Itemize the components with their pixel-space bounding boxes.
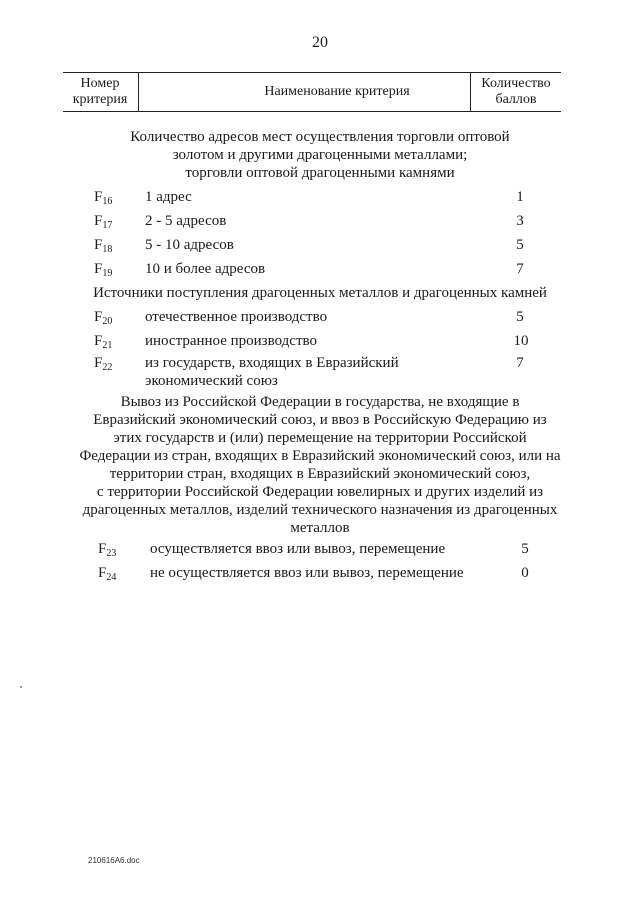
criterion-score: 5 (516, 309, 524, 325)
criterion-score: 3 (516, 213, 524, 229)
section-title-export-import (60, 393, 580, 537)
criterion-score: 5 (521, 541, 529, 557)
header-score: Количество баллов (470, 73, 561, 111)
criterion-code: $F_{20}$ (94, 309, 113, 327)
criterion-score: 7 (516, 261, 524, 277)
page-number: 20 (312, 34, 328, 51)
criterion-name-line: экономический союз (145, 373, 278, 389)
table-header (63, 72, 561, 112)
criterion-name: 1 адрес (145, 189, 192, 205)
criterion-score: 1 (516, 189, 524, 205)
footer-filename: 210616A6.doc (88, 856, 140, 865)
section-title-sources (60, 284, 580, 302)
criterion-score: 7 (516, 355, 524, 371)
section-title-line: с территории Российской Федерации ювелирных и других изделий из (96, 484, 544, 500)
criterion-code: $F_{18}$ (94, 237, 113, 255)
criterion-score: 5 (516, 237, 524, 253)
criterion-code: $F_{23}$ (98, 541, 117, 559)
criterion-name-line: из государств, входящих в Евразийский (145, 355, 399, 371)
criterion-name: 5 - 10 адресов (145, 237, 234, 253)
criterion-name: 10 и более адресов (145, 261, 266, 277)
section-title-line: этих государств и (или) перемещение на территории Российской (113, 430, 527, 446)
criterion-name (145, 354, 445, 390)
criterion-code: $F_{22}$ (94, 355, 113, 373)
section-title-line: Количество адресов мест осуществления торговли оптовой (130, 129, 510, 145)
section-title-line: Федерации из стран, входящих в Евразийский экономический союз, или на (79, 448, 561, 464)
criterion-name: отечественное производство (145, 309, 328, 325)
section-title-line: драгоценных металлов, изделий технического назначения из драгоценных (82, 502, 558, 518)
section-title-line: золотом и другими драгоценными металлами; (172, 147, 468, 163)
section-title-line: Вывоз из Российской Федерации в государства, не входящие в (120, 394, 520, 410)
section-title-line: Источники поступления драгоценных металлов и драгоценных камней (93, 285, 547, 301)
section-title-addresses (70, 128, 570, 182)
criterion-code: $F_{17}$ (94, 213, 113, 231)
scan-speck (20, 686, 22, 688)
section-title-line: территории стран, входящих в Евразийский экономический союз, (109, 466, 531, 482)
header-criterion-number: Номер критерия (72, 76, 128, 107)
section-title-line: торговли оптовой драгоценными камнями (185, 165, 455, 181)
criterion-code: $F_{19}$ (94, 261, 113, 279)
criterion-code: $F_{16}$ (94, 189, 113, 207)
criterion-code: $F_{24}$ (98, 565, 117, 583)
criterion-score: 0 (521, 565, 529, 581)
section-title-line: металлов (290, 520, 350, 536)
criterion-name: осуществляется ввоз или вывоз, перемещение (150, 541, 446, 557)
criterion-name: не осуществляется ввоз или вывоз, перемещение (150, 565, 464, 581)
criterion-name: иностранное производство (145, 333, 317, 349)
criterion-score: 10 (513, 333, 529, 349)
criterion-code: $F_{21}$ (94, 333, 113, 351)
criterion-name: 2 - 5 адресов (145, 213, 227, 229)
section-title-line: Евразийский экономический союз, и ввоз в Российскую Федерацию из (93, 412, 547, 428)
header-criterion-name: Наименование критерия (138, 73, 535, 111)
